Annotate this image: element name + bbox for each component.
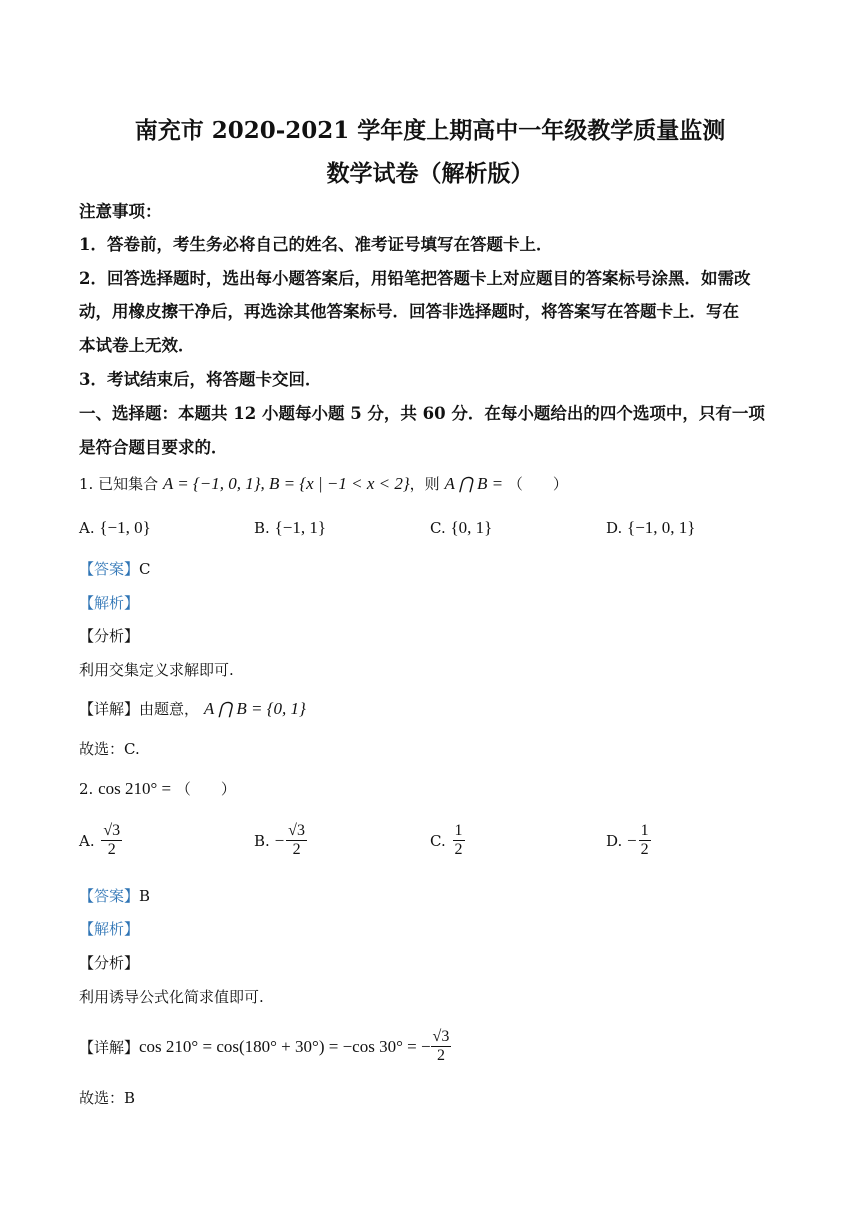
option-label: A.: [79, 831, 95, 850]
notice-heading: 注意事项：: [79, 202, 162, 221]
fraction-denominator: 2: [454, 841, 463, 859]
fraction-denominator: 2: [107, 841, 116, 859]
question-2-fenxi-text: 利用诱导公式化简求值即可.: [79, 988, 264, 1006]
stem-text: 已知集合: [98, 475, 159, 493]
question-1-option-c: [430, 518, 492, 538]
fraction-numerator: √3: [286, 822, 307, 841]
question-2-option-d: [606, 822, 651, 860]
answer-value: B: [139, 887, 151, 905]
question-number: 2.: [79, 780, 94, 798]
answer-value: C: [139, 560, 151, 578]
detail-tag: 【详解】: [79, 1038, 140, 1057]
notice-item-2-line-3: 本试卷上无效．: [79, 336, 195, 355]
option-label: B.: [254, 519, 270, 537]
detail-text: 由题意，: [139, 700, 200, 718]
question-1-option-a: [79, 518, 151, 538]
notice-item-1: 1．答卷前，考生务必将自己的姓名、准考证号填写在答题卡上．: [79, 235, 553, 254]
option-sign: −: [274, 830, 285, 850]
question-1-choose: 故选：C.: [79, 740, 140, 758]
option-value: {−1, 1}: [274, 518, 326, 537]
question-1-stem: [79, 473, 568, 494]
fraction-numerator: √3: [431, 1028, 452, 1047]
stem-math: cos 210° =: [98, 779, 172, 798]
option-label: B.: [254, 831, 270, 850]
answer-tag: 【答案】: [79, 560, 140, 578]
fraction-numerator: √3: [101, 822, 122, 841]
fraction: [101, 822, 122, 860]
question-1-fenxi-tag: 【分析】: [79, 627, 140, 645]
answer-blank: （ ）: [507, 475, 568, 493]
notice-item-3: 3．考试结束后，将答题卡交回．: [79, 370, 322, 389]
page-subtitle: 数学试卷（解析版）: [326, 160, 534, 187]
question-1-detail: [79, 698, 306, 719]
question-2-detail: [79, 1028, 451, 1066]
option-label: A.: [79, 519, 95, 537]
answer-blank: （ ）: [175, 780, 236, 798]
stem-text-then: ，则: [409, 475, 440, 493]
detail-math: A ⋂ B = {0, 1}: [203, 699, 306, 718]
option-label: C.: [430, 831, 446, 850]
question-2-fenxi-tag: 【分析】: [79, 954, 140, 972]
question-2-option-b: [254, 822, 307, 860]
option-sign: −: [627, 830, 637, 850]
fraction-denominator: 2: [436, 1047, 445, 1065]
question-1-option-b: [254, 518, 326, 538]
question-2-answer: [79, 885, 150, 906]
fraction-denominator: 2: [292, 841, 301, 859]
page-title: 南充市 2020-2021 学年度上期高中一年级教学质量监测: [134, 117, 726, 144]
fraction: [431, 1028, 452, 1066]
detail-math: cos 210° = cos(180° + 30°) = −cos 30° = −: [139, 1036, 431, 1056]
option-value: {−1, 0, 1}: [627, 518, 696, 537]
answer-tag: 【答案】: [79, 887, 140, 905]
fraction: [639, 822, 651, 860]
detail-tag: 【详解】: [79, 700, 140, 718]
fraction-numerator: 1: [639, 822, 651, 841]
question-2-option-a: [79, 822, 122, 860]
section-heading-line-1: 一、选择题：本题共 12 小题每小题 5 分，共 60 分．在每小题给出的四个选项中，只有一项: [79, 404, 765, 423]
fraction: [453, 822, 465, 860]
notice-item-2-line-2: 动，用橡皮擦干净后，再选涂其他答案标号．回答非选择题时，将答案写在答题卡上．写在: [79, 302, 739, 321]
option-value: {−1, 0}: [99, 518, 151, 537]
fraction: [286, 822, 307, 860]
question-2-choose: 故选：B: [79, 1089, 136, 1107]
fraction-denominator: 2: [640, 841, 649, 859]
question-1-answer: [79, 558, 151, 579]
notice-item-2-line-1: 2．回答选择题时，选出每小题答案后，用铅笔把答题卡上对应题目的答案标号涂黑．如需改: [79, 269, 751, 288]
question-1-fenxi-text: 利用交集定义求解即可.: [79, 661, 234, 679]
stem-math: A = {−1, 0, 1}, B = {x | −1 < x < 2}: [162, 474, 410, 493]
question-1-analysis-tag: 【解析】: [79, 594, 140, 612]
question-number: 1.: [79, 475, 94, 493]
question-2-analysis-tag: 【解析】: [79, 920, 140, 938]
option-label: D.: [606, 831, 623, 850]
option-label: D.: [606, 519, 623, 537]
option-value: {0, 1}: [450, 518, 493, 537]
question-1-option-d: [606, 518, 695, 538]
question-2-option-c: [430, 822, 465, 860]
section-heading-line-2: 是符合题目要求的．: [79, 438, 228, 457]
fraction-numerator: 1: [453, 822, 465, 841]
question-2-stem: [79, 778, 236, 799]
stem-math-2: A ⋂ B =: [444, 474, 504, 493]
option-label: C.: [430, 519, 446, 537]
